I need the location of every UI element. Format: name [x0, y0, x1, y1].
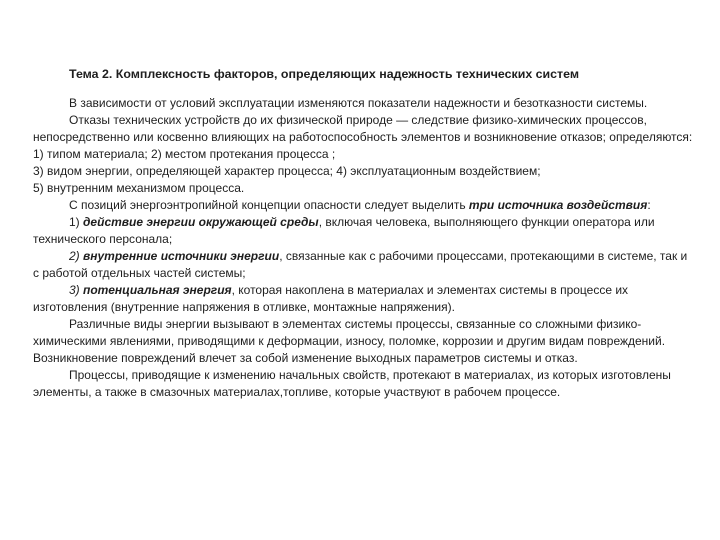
source-item-3-title: потенциальная энергия — [83, 283, 232, 297]
factors-list-line-2: 5) внутренним механизмом процесса. — [33, 181, 245, 195]
source-item-1-number: 1) — [69, 215, 84, 229]
source-item-1 — [33, 214, 693, 248]
document-body — [33, 66, 693, 401]
source-item-2 — [33, 248, 693, 282]
source-item-1-title: действие энергии окружающей среды — [83, 215, 319, 229]
paragraph-processes: Процессы, приводящие к изменению начальных свойств, протекают в материалах, из которых изготовлены элементы, а также в смазочных материалах,топливе, которые участвуют в рабочем процессе. — [33, 368, 671, 399]
sources-intro-text: С позиций энергоэнтропийной концепции опасности следует выделить — [69, 198, 469, 212]
paragraph-conditions: В зависимости от условий эксплуатации изменяются показатели надежности и безотказности системы. — [69, 96, 648, 110]
source-item-3-text: , которая накоплена в материалах и элементах системы в процессе их изготовления (внутренние напряжения в отливке, монтажные напряжения). — [33, 283, 629, 314]
source-item-2-text: , связанные как с рабочими процессами, протекающими в системе, так и с работой отдельных частей системы; — [33, 249, 688, 280]
source-item-2-number: 2) — [69, 249, 84, 263]
source-item-1-text: , включая человека, выполняющего функции оператора или технического персонала; — [33, 215, 655, 246]
sources-emphasis: три источника воздействия — [468, 198, 648, 212]
source-item-3-number: 3) — [69, 283, 84, 297]
sources-colon: : — [647, 198, 651, 212]
document-title: Тема 2. Комплексность факторов, определяющих надежность технических систем — [69, 67, 580, 81]
paragraph-sources — [33, 197, 693, 214]
factors-list-line-1: 3) видом энергии, определяющей характер процесса; 4) эксплуатационным воздействием; — [33, 164, 541, 178]
source-item-3 — [33, 282, 693, 316]
source-item-2-title: внутренние источники энергии — [83, 249, 280, 263]
paragraph-energy-types: Различные виды энергии вызывают в элементах системы процессы, связанные со сложными физико-химическими явлениями, приводящими к деформации, износу, поломке, коррозии и другим видам повреждений. Возникновение повреждений влечет за собой изменение выходных параметров системы и отказ. — [33, 317, 666, 365]
paragraph-failures: Отказы технических устройств до их физической природе — следствие физико-химических процессов, непосредственно или косвенно влияющих на работоспособность элементов и возникновение отказов; определяются: 1) типом материала; 2) местом протекания процесса ; — [33, 113, 693, 161]
